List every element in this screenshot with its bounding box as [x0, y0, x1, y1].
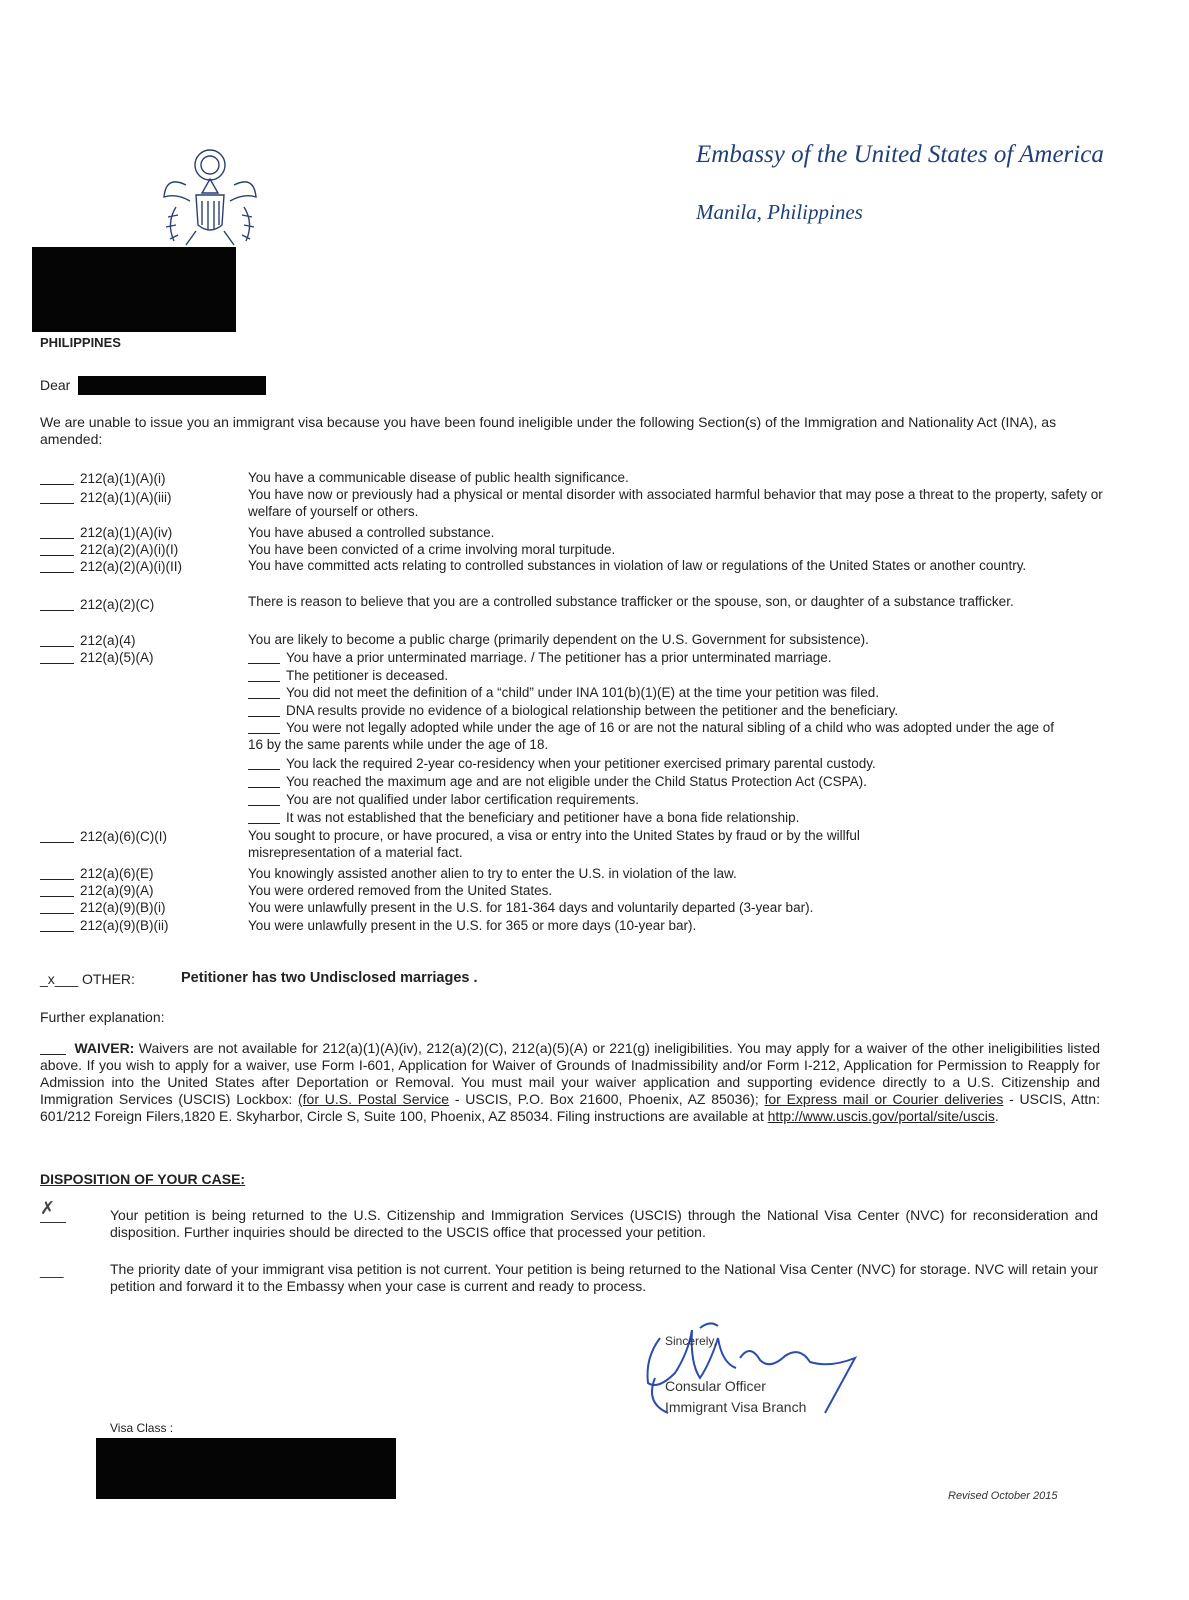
sub-reason-item: You did not meet the definition of a “child” under INA 101(b)(1)(E) at the time your petition was filed.: [248, 684, 1108, 701]
sub-reason-item: DNA results provide no evidence of a biological relationship between the petitioner and the beneficiary.: [248, 702, 1108, 719]
signature-title: Consular Officer: [665, 1378, 766, 1394]
section-code: 212(a)(2)(A)(i)(II): [40, 559, 182, 574]
postal-service-link: (for U.S. Postal Service: [298, 1091, 450, 1107]
sub-reason-item: It was not established that the beneficiary and petitioner have a bona fide relationship.: [248, 809, 1108, 826]
other-ground: [40, 971, 135, 987]
disposition-line: [40, 1222, 66, 1223]
other-reason-text: Petitioner has two Undisclosed marriages .: [181, 970, 478, 986]
section-code: 212(a)(9)(B)(i): [40, 900, 166, 915]
waiver-paragraph: WAIVER: Waivers are not available for 212(a)(1)(A)(iv), 212(a)(2)(C), 212(a)(5)(A) or 221(g) ineligibilities. You may apply for a waiver of the other ineligibilities listed above. If you wish to apply for a waiver, use Form I-601, Application for Waiver of Grounds of Inadmissibility and/or Form I-212, Application for Permission to Reapply for Admission into the United States after Deportation or Removal. You must mail your waiver application and supporting evidence directly to a U.S. Citizenship and Immigration Services (USCIS) Lockbox: (for U.S. Postal Service - USCIS, P.O. Box 21600, Phoenix, AZ 85036); for Express mail or Courier deliveries - USCIS, Attn: 601/212 Foreign Filers,1820 E. Skyharbor, Circle S, Suite 100, Phoenix, AZ 85034. Filing instructions are available at http://www.uscis.gov/portal/site/uscis.: [40, 1040, 1101, 1124]
signature-closing: Sincerely,: [665, 1334, 717, 1348]
sub-reason-item: You lack the required 2-year co-residency when your petitioner exercised primary parental custody.: [248, 755, 1108, 772]
section-description: You have a communicable disease of public health significance.: [248, 470, 629, 485]
embassy-city: Manila, Philippines: [696, 200, 863, 224]
sub-reason-item: You were not legally adopted while under the age of 16 or are not the natural sibling of a child who was adopted under the age of 16 by the same parents while under the age of 18.: [248, 720, 1055, 752]
recipient-country: PHILIPPINES: [40, 335, 121, 350]
sub-reason-item: The petitioner is deceased.: [248, 667, 1108, 684]
uscis-url-link[interactable]: http://www.uscis.gov/portal/site/uscis: [767, 1108, 995, 1124]
section-description: You were unlawfully present in the U.S. for 365 or more days (10-year bar).: [248, 918, 697, 933]
section-code: 212(a)(6)(E): [40, 866, 154, 881]
other-label: OTHER:: [82, 971, 135, 987]
section-code: 212(a)(5)(A): [40, 650, 154, 665]
signature-branch: Immigrant Visa Branch: [665, 1399, 807, 1415]
section-description: You were unlawfully present in the U.S. for 181-364 days and voluntarily departed (3-year bar).: [248, 900, 814, 915]
section-code: 212(a)(2)(C): [40, 597, 154, 612]
disposition-blank: ___: [40, 1262, 64, 1278]
section-description: You have committed acts relating to controlled substances in violation of law or regulations of the United States or another country.: [248, 558, 1027, 573]
section-code: 212(a)(4): [40, 633, 136, 648]
section-description: You sought to procure, or have procured, a visa or entry into the United States by fraud or by the willful misrepresentation of a material fact.: [248, 828, 860, 860]
waiver-label: WAIVER:: [74, 1040, 135, 1056]
disposition-text: Your petition is being returned to the U.S. Citizenship and Immigration Services (USCIS) through the National Visa Center (NVC) for reconsideration and disposition. Further inquiries should be directed to the USCIS office that processed your petition.: [110, 1207, 1098, 1240]
section-code: 212(a)(1)(A)(iv): [40, 525, 172, 540]
section-description: You have abused a controlled substance.: [248, 525, 495, 540]
revision-note: Revised October 2015: [948, 1490, 1058, 1502]
redacted-visa-class: [96, 1438, 396, 1499]
section-code: 212(a)(2)(A)(i)(I): [40, 542, 178, 557]
section-code: 212(a)(1)(A)(i): [40, 471, 166, 486]
visa-class-label: Visa Class :: [110, 1421, 174, 1435]
redacted-recipient-name: [78, 376, 266, 395]
section-code: 212(a)(9)(B)(ii): [40, 918, 169, 933]
section-description: You were ordered removed from the United States.: [248, 883, 553, 898]
sub-reason-item: You are not qualified under labor certification requirements.: [248, 791, 1108, 808]
express-mail-link: for Express mail or Courier deliveries: [764, 1091, 1004, 1107]
embassy-title: Embassy of the United States of America: [696, 141, 1104, 168]
disposition-checkmark: ✗: [40, 1198, 56, 1218]
disposition-heading: DISPOSITION OF YOUR CASE:: [40, 1171, 246, 1187]
section-code: 212(a)(6)(C)(I): [40, 829, 167, 844]
further-explanation-label: Further explanation:: [40, 1009, 165, 1025]
section-code: 212(a)(1)(A)(iii): [40, 490, 172, 505]
section-description: You have been convicted of a crime involving moral turpitude.: [248, 542, 616, 557]
section-description: You knowingly assisted another alien to try to enter the U.S. in violation of the law.: [248, 866, 737, 881]
section-code: 212(a)(9)(A): [40, 883, 154, 898]
sub-reason-item: You reached the maximum age and are not eligible under the Child Status Protection Act (CSPA).: [248, 773, 1108, 790]
us-great-seal-icon: [156, 145, 264, 247]
disposition-text: The priority date of your immigrant visa petition is not current. Your petition is being returned to the National Visa Center (NVC) for storage. NVC will retain your petition and forward it to the Embassy when your case is current and ready to process.: [110, 1261, 1098, 1294]
section-description: You have now or previously had a physical or mental disorder with associated harmful behavior that may pose a threat to the property, safety or welfare of yourself or others.: [248, 487, 1103, 519]
section-description: There is reason to believe that you are a controlled substance trafficker or the spouse, son, or daughter of a substance trafficker.: [248, 594, 1014, 609]
other-mark: _x___: [40, 971, 79, 987]
sub-reason-item: You have a prior unterminated marriage. / The petitioner has a prior unterminated marriage.: [248, 649, 1108, 666]
salutation: Dear: [40, 377, 71, 393]
intro-paragraph: We are unable to issue you an immigrant visa because you have been found ineligible under the following Section(s) of the Immigration and Nationality Act (INA), as amended:: [40, 414, 1057, 447]
redacted-address-block: [32, 247, 236, 332]
section-description: You are likely to become a public charge (primarily dependent on the U.S. Government for subsistence).: [248, 632, 869, 647]
